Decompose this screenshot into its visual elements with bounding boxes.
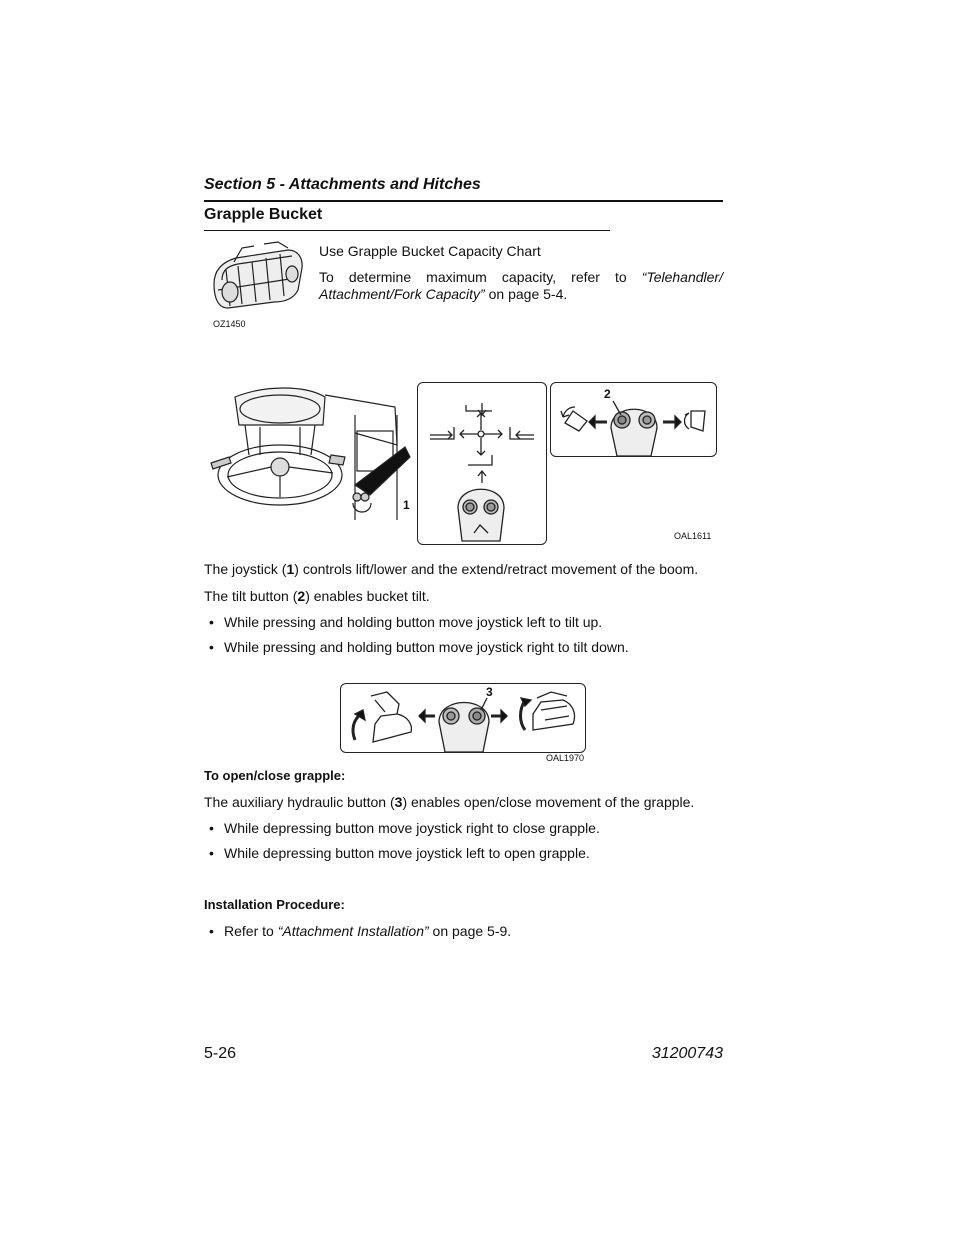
list-item	[209, 845, 590, 861]
aux-number: 3	[394, 794, 403, 810]
header-rule	[204, 200, 723, 202]
tilt-diagram	[551, 383, 716, 456]
bullet-dot: •	[209, 614, 214, 630]
joystick-direction-panel	[417, 382, 547, 545]
grapple-bullet-1: While depressing button move joystick right to close grapple.	[224, 820, 600, 836]
image-label-oz1450: OZ1450	[213, 319, 246, 329]
callout-3: 3	[486, 685, 493, 699]
joystick-number: 1	[286, 561, 295, 577]
cab-steering-illustration	[205, 385, 415, 523]
aux-text-pre: The auxiliary hydraulic button (	[204, 794, 395, 810]
subsection-rule	[204, 230, 610, 231]
capacity-suffix: on page 5-4.	[484, 286, 568, 302]
attachment-installation-link[interactable]: “Attachment Installation”	[277, 923, 429, 939]
capacity-prefix: To determine maximum capacity, refer to	[319, 269, 642, 285]
grapple-bucket-image	[208, 240, 306, 320]
list-item	[209, 614, 603, 630]
tilt-number: 2	[297, 588, 306, 604]
aux-text-post: ) enables open/close movement of the grapple.	[402, 794, 695, 810]
capacity-paragraph-line1	[319, 269, 723, 286]
bullet-dot: •	[209, 820, 214, 836]
tilt-bullet-1: While pressing and holding button move joystick left to tilt up.	[224, 614, 603, 630]
list-item	[209, 820, 600, 836]
figure-label-oal1970: OAL1970	[546, 753, 585, 763]
subsection-title: Grapple Bucket	[204, 206, 323, 223]
tilt-bullet-2: While pressing and holding button move joystick right to tilt down.	[224, 639, 629, 655]
capacity-chart-line: Use Grapple Bucket Capacity Chart	[319, 243, 541, 259]
bullet-dot: •	[209, 845, 214, 861]
grapple-bullet-2: While depressing button move joystick left to open grapple.	[224, 845, 590, 861]
bullet-dot: •	[209, 923, 214, 939]
page-number: 5-26	[204, 1045, 237, 1062]
joystick-text-post: ) controls lift/lower and the extend/retract movement of the boom.	[294, 561, 699, 577]
install-text-pre: Refer to	[224, 923, 278, 939]
capacity-ref-link-cont[interactable]: Attachment/Fork Capacity”	[319, 286, 485, 302]
section-title: Section 5 - Attachments and Hitches	[204, 176, 481, 193]
callout-2: 2	[604, 387, 611, 401]
grapple-open-close-diagram	[341, 684, 585, 752]
capacity-paragraph-line2	[319, 286, 567, 303]
callout-1: 1	[403, 498, 410, 512]
installation-heading: Installation Procedure:	[204, 897, 345, 912]
list-item	[209, 923, 512, 939]
tilt-button-panel	[550, 382, 717, 457]
document-number: 31200743	[651, 1045, 723, 1062]
tilt-description	[204, 588, 430, 605]
figure-label-oal1611: OAL1611	[674, 531, 712, 541]
install-text-post: on page 5-9.	[428, 923, 512, 939]
bullet-dot: •	[209, 639, 214, 655]
list-item	[209, 639, 629, 655]
tilt-text-post: ) enables bucket tilt.	[305, 588, 430, 604]
capacity-ref-link[interactable]: “Telehandler/	[641, 269, 723, 285]
joystick-description	[204, 561, 698, 578]
aux-description	[204, 794, 694, 811]
boom-movement-diagram	[418, 383, 546, 544]
tilt-text-pre: The tilt button (	[204, 588, 298, 604]
joystick-text-pre: The joystick (	[204, 561, 287, 577]
grapple-heading: To open/close grapple:	[204, 768, 346, 783]
grapple-control-panel	[340, 683, 586, 753]
